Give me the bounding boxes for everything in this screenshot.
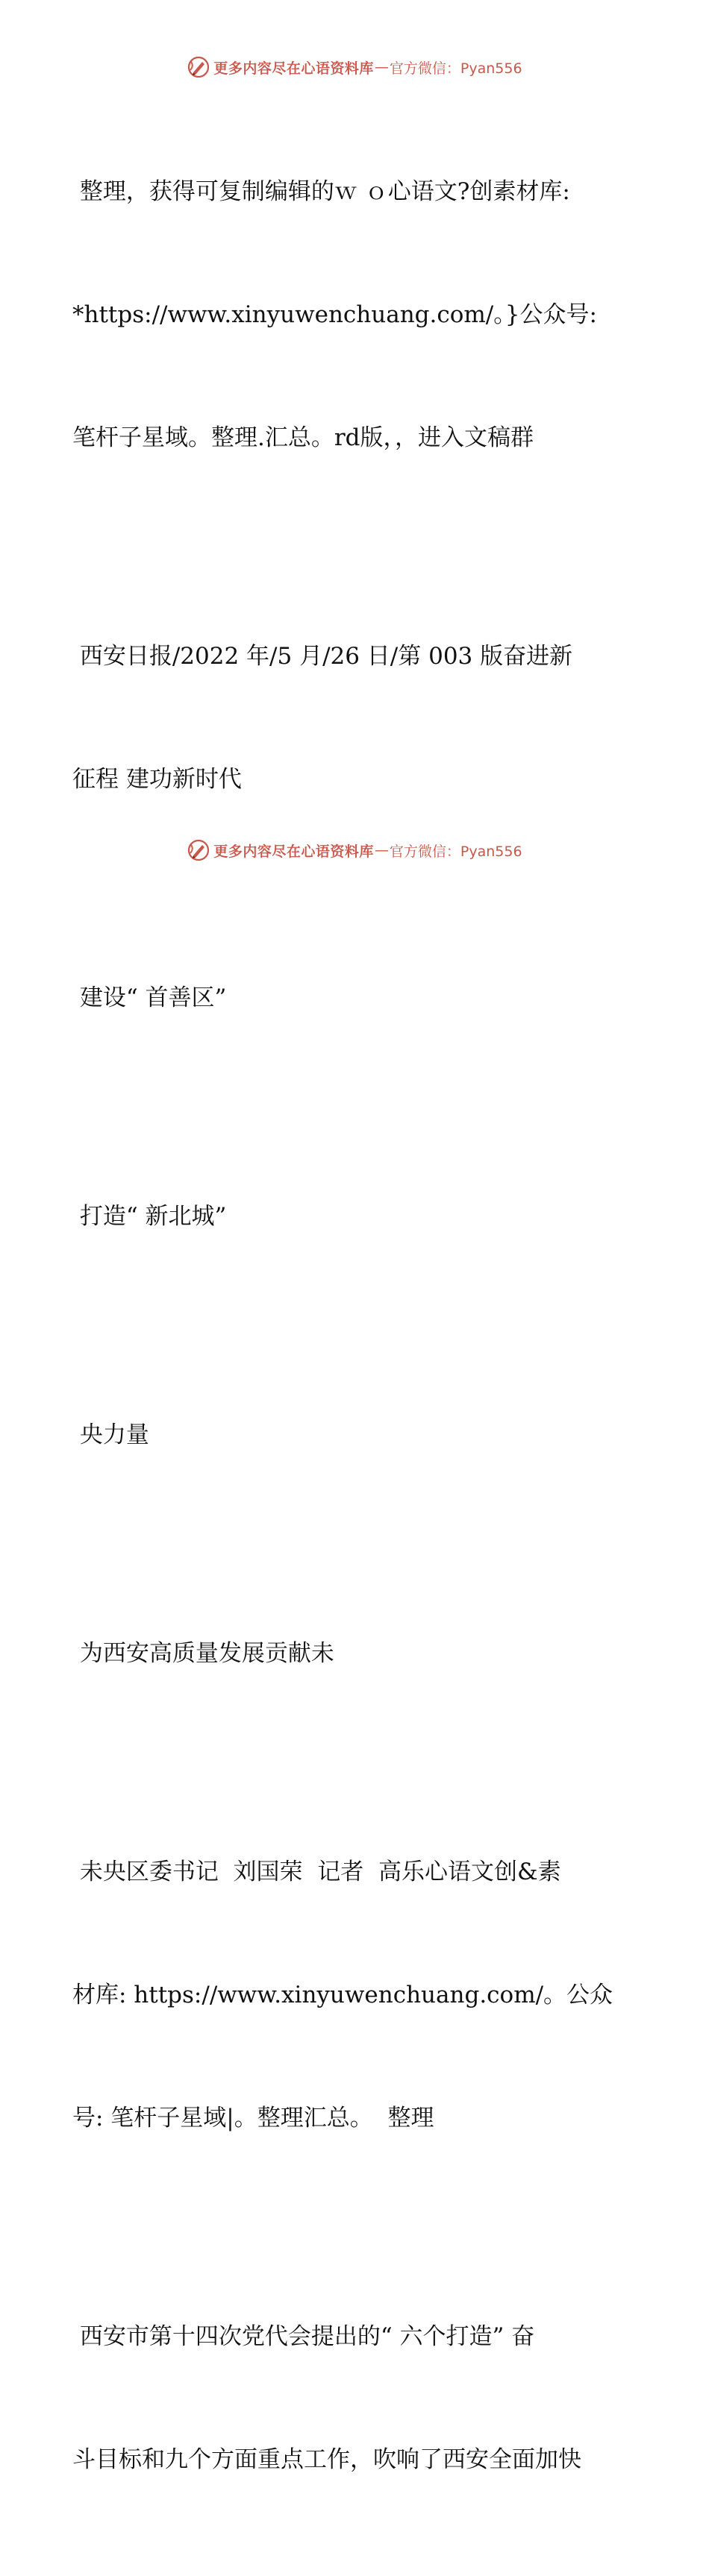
footer-watermark-banner	[0, 835, 709, 865]
text-line: 西安市第十四次党代会提出的“ 六个打造” 奋	[72, 2323, 535, 2350]
text-line: 材库: https://www.xinyuwenchuang.com/。公众	[72, 1982, 613, 2008]
paragraph-headline-2	[72, 1114, 640, 1319]
paragraph-headline-4	[72, 1551, 640, 1756]
paragraph-intro	[72, 89, 640, 541]
paragraph-headline-1	[72, 896, 640, 1101]
document-body	[72, 89, 640, 2576]
text-line: 号: 笔杆子星域|。整理汇总。 整理	[72, 2105, 434, 2132]
paragraph-byline	[72, 1770, 640, 2221]
header-watermark-banner	[0, 52, 709, 82]
paragraph-headline-3	[72, 1333, 640, 1538]
paragraph-source	[72, 554, 640, 882]
text-line: 打造“ 新北城”	[72, 1203, 227, 1230]
text-line: 整理，获得可复制编辑的ｗ ｏ心语文?创素材库:	[72, 178, 570, 205]
watermark-wechat: 官方微信：Pyan556	[389, 60, 522, 77]
text-line: 西安日报/2022 年/5 月/26 日/第 003 版奋进新	[72, 643, 573, 670]
red-pen-logo-icon	[187, 838, 210, 862]
text-line: 为西安高质量发展贡献未	[72, 1640, 334, 1667]
text-line: 建设“ 首善区”	[72, 984, 227, 1011]
watermark-text: 更多内容尽在心语资料库	[213, 60, 374, 77]
paragraph-body	[72, 2234, 640, 2563]
watermark-wechat: 官方微信：Pyan556	[389, 843, 522, 860]
text-line: 未央区委书记 刘国荣 记者 高乐心语文创&素	[72, 1859, 561, 1885]
watermark-separator: —	[374, 59, 389, 75]
watermark-separator: —	[374, 842, 389, 858]
watermark-text: 更多内容尽在心语资料库	[213, 843, 374, 860]
text-line: 笔杆子星域。整理.汇总。rd版，，进入文稿群	[72, 424, 534, 451]
text-line: 斗目标和九个方面重点工作，吹响了西安全面加快	[72, 2446, 581, 2473]
text-line: 央力量	[72, 1421, 149, 1448]
text-line: 征程 建功新时代	[72, 766, 242, 793]
red-pen-logo-icon	[187, 55, 210, 79]
text-line: *https://www.xinyuwenchuang.com/。}公众号:	[72, 301, 597, 328]
